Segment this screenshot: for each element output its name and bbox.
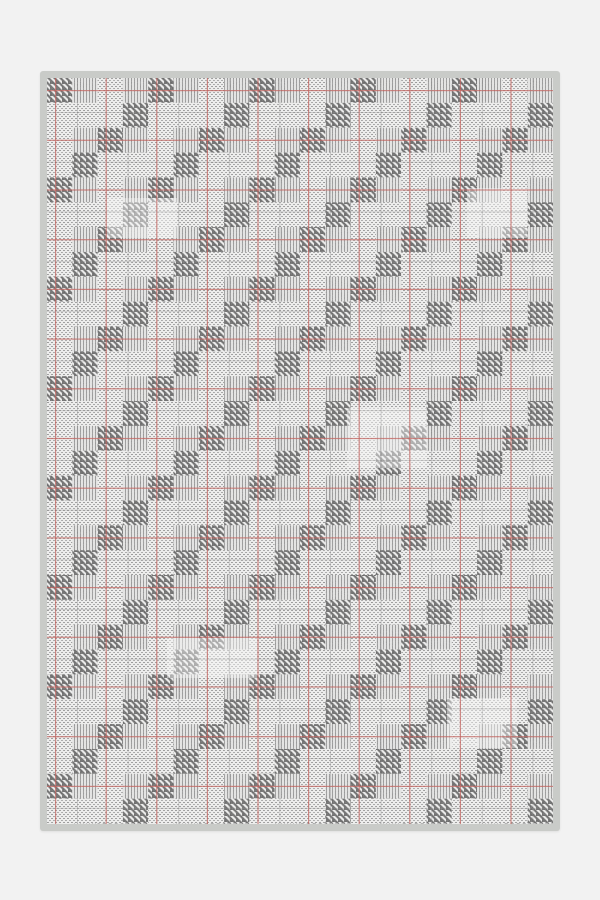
rug-image — [40, 71, 560, 831]
rug-plaid-field — [47, 78, 553, 824]
plaid-pattern-svg — [47, 78, 553, 824]
weave-texture-overlay — [47, 78, 553, 824]
